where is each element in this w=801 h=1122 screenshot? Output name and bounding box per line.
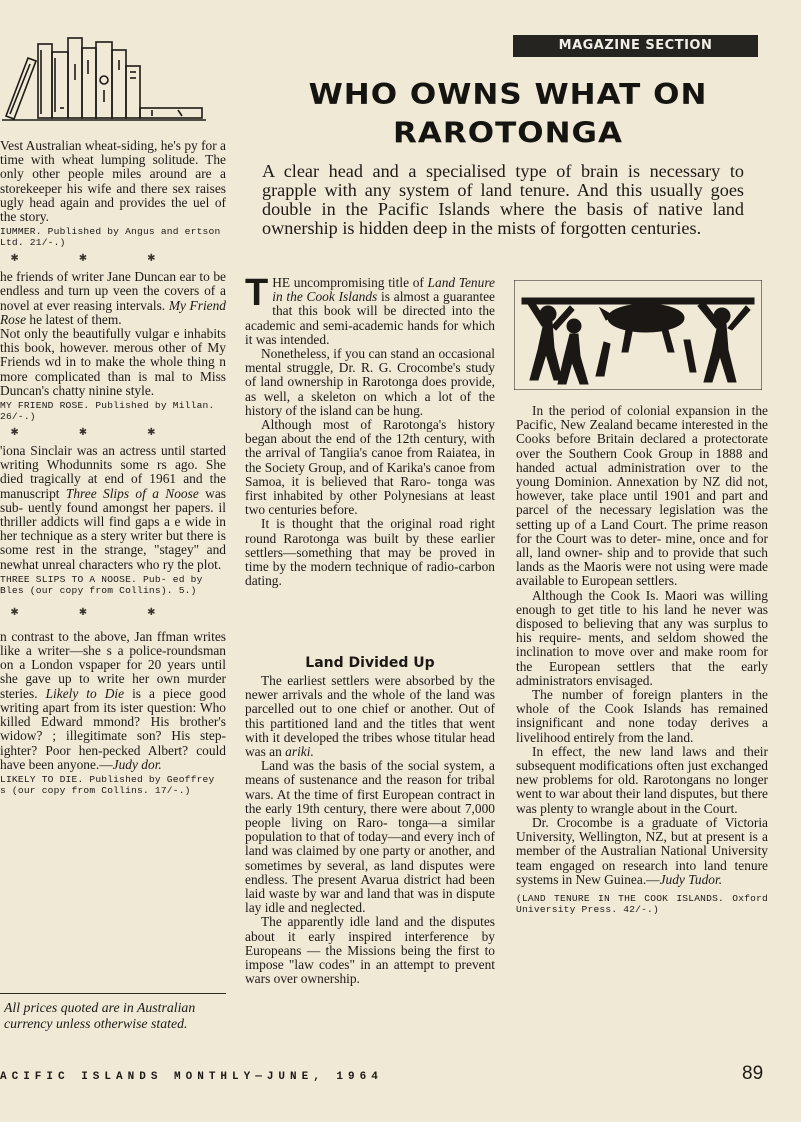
headline-line-2: RAROTONGA bbox=[393, 116, 623, 150]
paragraph: Although most of Rarotonga's history began about the end of the 12th century, with the arrival of Tangiia's canoe from Raiatea, in the Society Group, and of Karika's canoe from Samoa, it is believed that Raro- tonga was first inhabited by other Polynesians at least two centuries before. bbox=[245, 417, 495, 518]
paragraph: In effect, the new land laws and their subsequent modifications often just exchanged new problems for old. Rarotongans no longer went to war about their land disputes, but there was plenty to wrangle about in the Court. bbox=[516, 743, 768, 816]
paragraph: The number of foreign planters in the whole of the Cook Islands has remained insignificant and none today derives a livelihood entirely from the land. bbox=[516, 687, 768, 745]
review-author: Judy dor. bbox=[112, 756, 162, 772]
review-3-text: 'iona Sinclair was an actress until started writing Whodunnits some rs ago. She died tragically at end of 1961 and the manuscript Three Slips of a Noose was sub- uently found amongst her papers. il thriller addicts will find gaps a e wide in her technique as a stery writer but there is some rest in the strange, "stagey" and newhat unreal characters who ry the plot. bbox=[0, 443, 226, 572]
section-heading: Land Divided Up bbox=[305, 655, 435, 671]
books-on-shelf-icon bbox=[2, 30, 207, 122]
paragraph: Dr. Crocombe is a graduate of Victoria University, Wellington, NZ, but at present is a member of the Australian National University team engaged on research into land tenure systems in New Guinea.—Judy Tudor. bbox=[516, 814, 768, 887]
publication-line: ACIFIC ISLANDS MONTHLY—JUNE, 1964 bbox=[0, 1071, 383, 1083]
note-rule bbox=[0, 993, 226, 994]
article-intro: THE uncompromising title of Land Tenure in the Cook Islands is almost a guarantee that this book will be directed into the academic and semi-academic hands for which it was intended. bbox=[245, 276, 495, 347]
middle-column bbox=[245, 276, 495, 666]
review-author: Judy Tudor. bbox=[659, 871, 723, 887]
paragraph: Nonetheless, if you can stand an occasional mental struggle, Dr. R. G. Crocombe's study of land ownership in Rarotonga does provide, as well, a skeleton on which a lot of the history of the island can be hung. bbox=[245, 346, 495, 418]
divider-stars: ✱✱✱ bbox=[10, 606, 216, 618]
review-2-text: he friends of writer Jane Duncan ear to be endless and turn up veen the covers of a novel at ever reasing intervals. My Friend Rose he latest of them. bbox=[0, 269, 226, 327]
paragraph: The apparently idle land and the disputes about it early inspired interference by Europeans — the Missions being the first to impose "law codes" in an attempt to prevent wars over ownership. bbox=[245, 914, 495, 987]
tribal-figures-carrying-pig-icon bbox=[514, 280, 762, 390]
paragraph: Land was the basis of the social system, a means of sustenance and the reason for tribal wars. At the time of first European contract in the early 19th century, there were about 7,000 people living on Raro- tonga—a similar population to that of today—and every inch of land was claimed by one party or another, and sometimes by several, as land disputes were endless. The present Avarua district had been laid waste by war and land that was in dispute lay idle and neglected. bbox=[245, 758, 495, 916]
article-source: (LAND TENURE IN THE COOK ISLANDS. Oxford University Press. 42/-.) bbox=[516, 892, 768, 915]
paragraph: It is thought that the original road right round Rarotonga was built by these earlier settlers—something that may be proved in time by the modern technique of radio-carbon dating. bbox=[245, 516, 495, 589]
paragraph: Although the Cook Is. Maori was willing enough to get title to his land he never was disposed to believing that any was surplus to his require- ments, and seldom showed the inclination to move over and make room for the European settlers that the early administrators envisaged. bbox=[516, 587, 768, 688]
divider-stars: ✱✱✱ bbox=[10, 253, 216, 265]
review-1-text: Vest Australian wheat-siding, he's py for a time with wheat lumping solitude. The only other people miles around are a storekeeper his wife and there sex raises ugly head again and provides the uel of the story. bbox=[0, 139, 226, 225]
review-4-text: n contrast to the above, Jan ffman writes like a writer—she s a police-roundsman on a London vspaper for 20 years until she gave up to write her own murder steries. Likely to Die is a piece good writing apart from its ister question: Who killed Edward mmond? His brother's widow? ; illegitimate son? His step- ighter? Poor hen-pecked Albert? could have been anyone.—Judy dor. bbox=[0, 628, 226, 772]
book-title: Three Slips of a Noose bbox=[65, 485, 199, 501]
review-3-source: THREE SLIPS TO A NOOSE. Pub- ed by Bles (our copy from Collins). 5.) bbox=[0, 573, 203, 596]
footer-line bbox=[0, 1066, 801, 1088]
page-title bbox=[292, 75, 724, 152]
paragraph: In the period of colonial expansion in the Pacific, New Zealand became interested in the Cooks before Britain declared a protectorate over the Southern Cook Group in 1888 and handed actual administration over to the young Dominion. Annexation by NZ did not, however, take place until 1901 and part and parcel of the necessary legislation was the setting up of a Land Court. The prime reason for the Court was to deter- mine, once and for all, land owner- ship and to provide that such lands as the Maoris were not using were made available to European settlers. bbox=[516, 404, 768, 589]
standfirst: A clear head and a specialised type of brain is necessary to grapple with any system of land tenure. And this usually goes double in the Pacific Islands where the basis of native land ownership is hidden deep in the mists of forgotten centuries. bbox=[262, 161, 744, 238]
magazine-section-banner: MAGAZINE SECTION bbox=[513, 35, 758, 57]
drop-cap: T bbox=[245, 276, 269, 314]
left-column bbox=[0, 139, 226, 1059]
right-column bbox=[516, 404, 768, 1064]
page-number: 89 bbox=[742, 1063, 764, 1084]
middle-column-lower bbox=[245, 674, 495, 1064]
review-1-source: IUMMER. Published by Angus and ertson Ltd. 21/-.) bbox=[0, 226, 221, 249]
headline-line-1: WHO OWNS WHAT ON bbox=[308, 78, 708, 112]
currency-note: All prices quoted are in Australian currency unless otherwise stated. bbox=[4, 1000, 196, 1031]
review-4-source: LIKELY TO DIE. Published by Geoffrey s (our copy from Collins. 17/-.) bbox=[0, 773, 215, 796]
divider-stars: ✱✱✱ bbox=[10, 427, 216, 439]
book-title: Likely to Die bbox=[45, 685, 125, 701]
review-2-source: MY FRIEND ROSE. Published by Millan. 26/-.) bbox=[0, 400, 215, 423]
paragraph: The earliest settlers were absorbed by the newer arrivals and the whole of the land was parcelled out to one chief or another. Out of this partitioned land and the titles that went with it developed the tribes whose titular head was an ariki. bbox=[245, 674, 495, 760]
review-2-text-cont: Not only the beautifully vulgar e inhabits this book, however. merous other of My Friends wd in to make the whole thing n more complicated than is mal to Miss Duncan's chatty ninine style. bbox=[0, 326, 226, 398]
book-title: My Friend Rose bbox=[0, 297, 226, 327]
book-title: Land Tenure in the Cook Islands bbox=[272, 276, 495, 305]
